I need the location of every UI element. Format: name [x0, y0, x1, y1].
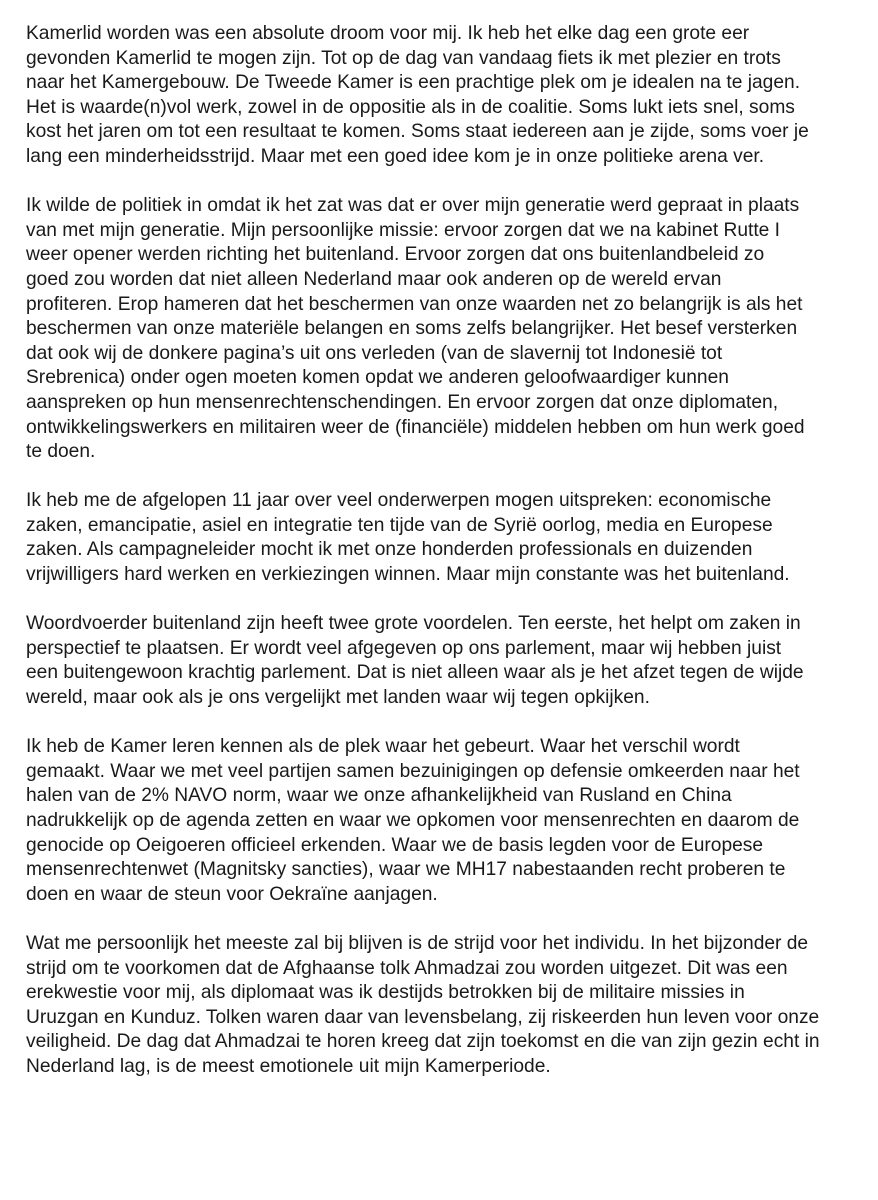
text-line: beschermen van onze materiële belangen en soms zelfs belangrijker. Het besef versterken [26, 318, 798, 340]
text-line: perspectief te plaatsen. Er wordt veel afgegeven op ons parlement, maar wij hebben juist [26, 637, 782, 659]
text-line: zaken. Als campagneleider mocht ik met onze honderden professionals en duizenden [26, 539, 753, 561]
paragraph-2 [26, 194, 852, 465]
text-line: gemaakt. Waar we met veel partijen samen bezuinigingen op defensie omkeerden naar het [26, 760, 800, 782]
text-line: Ik wilde de politiek in omdat ik het zat was dat er over mijn generatie werd gepraat in plaats [26, 195, 800, 217]
text-line: mensenrechtenwet (Magnitsky sancties), waar we MH17 nabestaanden recht proberen te [26, 859, 786, 881]
paragraph-1 [26, 22, 852, 170]
text-line: profiteren. Erop hameren dat het beschermen van onze waarden net zo belangrijk is als het [26, 293, 803, 315]
text-line: weer opener werden richting het buitenland. Ervoor zorgen dat ons buitenlandbeleid zo [26, 244, 765, 266]
paragraph-5 [26, 735, 852, 907]
paragraph-4 [26, 612, 852, 710]
text-line: Srebrenica) onder ogen moeten komen opdat we anderen geloofwaardiger kunnen [26, 367, 729, 389]
text-line: Nederland lag, is de meest emotionele uit mijn Kamerperiode. [26, 1055, 551, 1077]
text-line: veiligheid. De dag dat Ahmadzai te horen kreeg dat zijn toekomst en die van zijn gezin echt in [26, 1031, 820, 1053]
text-line: goed zou worden dat niet alleen Nederland maar ook anderen op de wereld ervan [26, 268, 722, 290]
text-line: doen en waar de steun voor Oekraïne aanjagen. [26, 883, 438, 905]
text-line: Woordvoerder buitenland zijn heeft twee grote voordelen. Ten eerste, het helpt om zaken in [26, 613, 801, 635]
text-line: vrijwilligers hard werken en verkiezingen winnen. Maar mijn constante was het buitenland. [26, 564, 790, 586]
text-line: Kamerlid worden was een absolute droom voor mij. Ik heb het elke dag een grote eer [26, 23, 750, 44]
paragraph-6 [26, 932, 852, 1080]
text-line: nadrukkelijk op de agenda zetten en waar we opkomen voor mensenrechten en daarom de [26, 810, 800, 831]
text-line: Uruzgan en Kunduz. Tolken waren daar van levensbelang, zij riskeerden hun leven voor onze [26, 1006, 820, 1028]
text-line: erekwestie voor mij, als diplomaat was ik destijds betrokken bij de militaire missies in [26, 982, 745, 1004]
text-line: Wat me persoonlijk het meeste zal bij blijven is de strijd voor het individu. In het bijzonder de [26, 932, 809, 954]
text-line: genocide op Oeigoeren officieel erkenden. Waar we de basis legden voor de Europese [26, 834, 764, 856]
text-line: gevonden Kamerlid te mogen zijn. Tot op de dag van vandaag fiets ik met plezier en trots [26, 47, 781, 69]
text-line: Het is waarde(n)vol werk, zowel in de oppositie als in de coalitie. Soms lukt iets snel, soms [26, 96, 795, 118]
text-line: aanspreken op hun mensenrechtenschendingen. En ervoor zorgen dat onze diplomaten, [26, 391, 779, 413]
text-line: dat ook wij de donkere pagina’s uit ons verleden (van de slavernij tot Indonesië tot [26, 342, 723, 364]
paragraph-3 [26, 489, 852, 587]
text-line: lang een minderheidsstrijd. Maar met een goed idee kom je in onze politieke arena ver. [26, 145, 765, 167]
text-line: strijd om te voorkomen dat de Afghaanse tolk Ahmadzai zou worden uitgezet. Dit was een [26, 957, 788, 979]
text-line: een buitengewoon krachtig parlement. Dat is niet alleen waar als je het afzet tegen de wijde [26, 662, 804, 684]
text-line: halen van de 2% NAVO norm, waar we onze afhankelijkheid van Rusland en China [26, 785, 732, 807]
text-line: kost het jaren om tot een resultaat te komen. Soms staat iedereen aan je zijde, soms voer je [26, 121, 809, 143]
text-line: ontwikkelingswerkers en militairen weer de (financiële) middelen hebben om hun werk goed [26, 416, 805, 438]
text-line: wereld, maar ook als je ons vergelijkt met landen waar wij tegen opkijken. [26, 687, 650, 709]
text-line: Ik heb de Kamer leren kennen als de plek waar het gebeurt. Waar het verschil wordt [26, 736, 740, 758]
text-line: naar het Kamergebouw. De Tweede Kamer is een prachtige plek om je idealen na te jagen. [26, 72, 801, 94]
text-line: van met mijn generatie. Mijn persoonlijke missie: ervoor zorgen dat we na kabinet Rutte I [26, 219, 781, 241]
text-line: Ik heb me de afgelopen 11 jaar over veel onderwerpen mogen uitspreken: economische [26, 490, 772, 512]
text-line: te doen. [26, 441, 96, 463]
text-line: zaken, emancipatie, asiel en integratie ten tijde van de Syrië oorlog, media en Europese [26, 514, 773, 536]
